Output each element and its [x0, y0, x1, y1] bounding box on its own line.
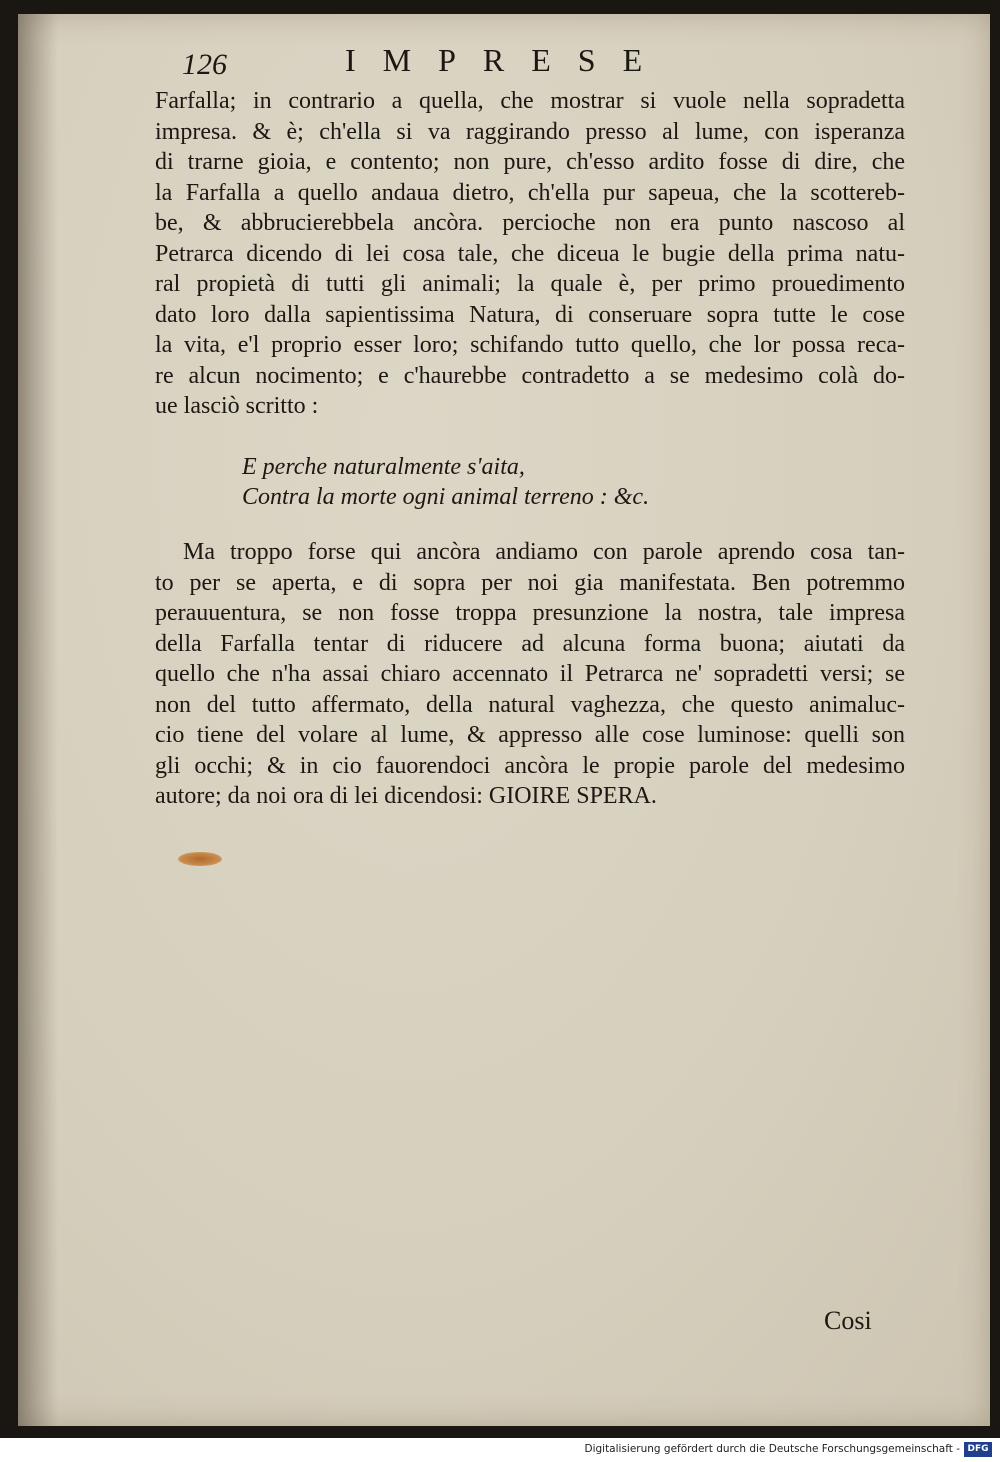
text-line: non del tutto affermato, della natural vaghezza, che questo animaluc-	[155, 691, 905, 718]
text-line: to per se aperta, e di sopra per noi gia manifestata. Ben potremmo	[155, 569, 905, 596]
page-number: 126	[182, 48, 227, 81]
text-line: la Farfalla a quello andaua dietro, ch'ella pur sapeua, che la scottereb-	[155, 179, 905, 206]
dfg-logo-icon: DFG	[964, 1442, 992, 1457]
text-line: impresa. & è; ch'ella si va raggirando presso al lume, con isperanza	[155, 118, 905, 145]
text-line: di trarne gioia, e contento; non pure, ch'esso ardito fosse di dire, che	[155, 149, 905, 175]
text-line: be, & abbrucierebbela ancòra. percioche non era punto nascoso al	[155, 210, 905, 236]
verse-line: Contra la morte ogni animal terreno : &c.	[242, 484, 650, 510]
text-line: Farfalla; in contrario a quella, che mostrar si vuole nella sopradetta	[155, 88, 905, 114]
paragraph-1	[155, 86, 905, 422]
text-line: dato loro dalla sapientissima Natura, di conseruare sopra tutte le cose	[155, 301, 905, 328]
verse-quotation	[242, 452, 802, 512]
text-line: Ma troppo forse qui ancòra andiamo con parole aprendo cosa tan-	[183, 539, 905, 565]
text-line: autore; da noi ora di lei dicendosi: GIOIRE SPERA.	[155, 783, 657, 809]
catchword: Cosi	[824, 1306, 872, 1335]
gutter-shadow	[18, 14, 58, 1426]
text-line: ue lasciò scritto :	[155, 393, 319, 419]
text-line: ral propietà di tutti gli animali; la quale è, per primo prouedimento	[155, 271, 905, 297]
text-line: perauuentura, se non fosse troppa presunzione la nostra, tale impresa	[155, 600, 905, 626]
footer-bar	[0, 1438, 1000, 1462]
page-header	[0, 40, 1000, 90]
text-line: la vita, e'l proprio esser loro; schifando tutto quello, che lor possa reca-	[155, 332, 905, 358]
text-line: quello che n'ha assai chiaro accennato il Petrarca ne' sopradetti versi; se	[155, 661, 905, 687]
running-title: IMPRESE	[345, 42, 670, 78]
text-line: gli occhi; & in cio fauorendoci ancòra le propie parole del medesimo	[155, 752, 905, 779]
text-line: re alcun nocimento; e c'haurebbe contradetto a se medesimo colà do-	[155, 362, 905, 389]
verse-line: E perche naturalmente s'aita,	[242, 454, 525, 480]
text-line: della Farfalla tentar di riducere ad alcuna forma buona; aiutati da	[155, 630, 905, 657]
text-line: Petrarca dicendo di lei cosa tale, che diceua le bugie della prima natu-	[155, 240, 905, 267]
paragraph-2	[155, 537, 905, 812]
ink-stain	[178, 852, 222, 866]
funding-credit: Digitalisierung gefördert durch die Deutsche Forschungsgemeinschaft -	[584, 1443, 960, 1455]
text-line: cio tiene del volare al lume, & appresso alle cose luminose: quelli son	[155, 722, 905, 748]
